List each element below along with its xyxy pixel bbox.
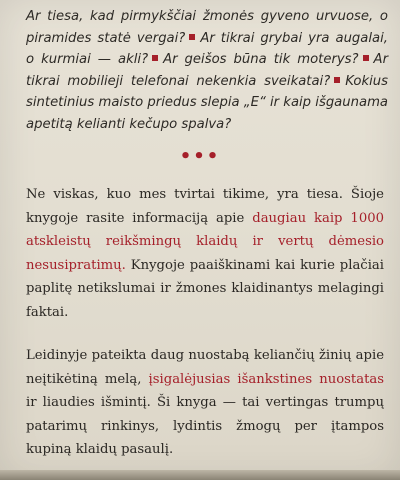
question-3: Ar geišos būna tik moterys? [163,52,359,68]
paragraph-1-text-end: Knygoje paaiškinami kai kurie plačiai paplitę netikslumai ir žmones klaidinantys melagingi faktai. [26,257,384,320]
question-2: Ar tikrai grybai yra augalai, o kurmiai — akli? [26,30,388,68]
questions-block [26,6,388,136]
bullet-square-icon [189,34,195,40]
paragraph-2-text-start: Leidinyje pateikta daug nuostabą keliančių žinių apie neįtikėtiną melą, [26,348,384,387]
page-bottom-edge [0,470,400,480]
description-paragraph-1 [26,183,384,324]
description-paragraph-2 [26,344,384,462]
bullet-square-icon [363,55,369,61]
paragraph-1-highlight: daugiau kaip 1000 atskleistų reikšmingų klaidų ir vertų dėmesio nesusipratimų. [26,210,384,273]
section-separator: ••• [179,146,221,167]
question-4: Ar tikrai mobilieji telefonai nekenkia sveikatai? [26,52,388,89]
bullet-square-icon [334,77,340,83]
paragraph-1-text-start: Ne viskas, kuo mes tvirtai tikime, yra tiesa. Šioje knygoje rasite informaciją apie [26,187,384,226]
paragraph-2-text-end: ir liaudies išmintį. Ši knyga — tai vertingas trumpų patarimų rinkinys, lydintis žmogų per įtampos kupiną klaidų pasaulį. [26,395,384,457]
question-5: Kokius sintetinius maisto priedus slepia „E“ ir kaip išgaunama apetitą kelianti kečupo spalva? [26,73,388,132]
bullet-square-icon [152,55,158,61]
question-1: Ar tiesa, kad pirmykščiai žmonės gyveno urvuose, o piramides statė vergai? [26,9,388,46]
paragraph-2-highlight: įsigalėjusias išankstines nuostatas [148,371,384,387]
